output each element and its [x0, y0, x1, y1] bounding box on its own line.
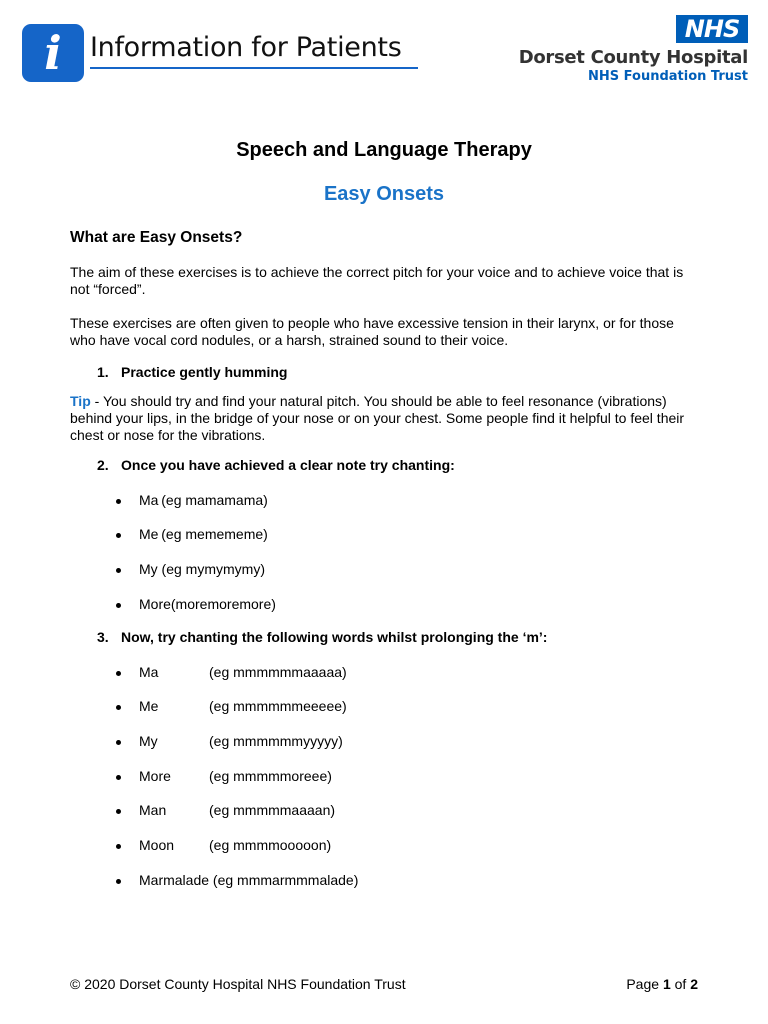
organisation-name: Dorset County Hospital — [518, 47, 748, 68]
bullet-icon — [116, 809, 121, 814]
list-item: Me (eg mmmmmmeeeee) — [70, 698, 700, 715]
chant-list — [70, 492, 700, 613]
step-2-number: 2. — [97, 457, 109, 473]
list-item: Ma (eg mamamama) — [70, 492, 700, 509]
page-number: Page 1 of 2 — [626, 976, 698, 992]
list-item: My (eg mymymymy) — [70, 561, 700, 578]
information-for-patients-title: Information for Patients — [90, 32, 402, 63]
list-item: More(moremoremore) — [70, 596, 700, 613]
bullet-icon — [116, 671, 121, 676]
bullet-icon — [116, 844, 121, 849]
bullet-icon — [116, 499, 121, 504]
section-heading: What are Easy Onsets? — [70, 229, 243, 246]
footer-copyright: © 2020 Dorset County Hospital NHS Foundation Trust — [70, 976, 406, 992]
list-item: Moon (eg mmmmooooon) — [70, 837, 700, 854]
step-3 — [97, 629, 700, 646]
bullet-icon — [116, 568, 121, 573]
word-list — [70, 664, 700, 889]
step-1-text: Practice gently humming — [121, 364, 288, 380]
nhs-logo: NHS — [676, 15, 748, 43]
list-item: Marmalade (eg mmmarmmmalade) — [70, 872, 700, 889]
information-icon: i — [22, 24, 84, 82]
bullet-icon — [116, 775, 121, 780]
organisation-subtitle: NHS Foundation Trust — [588, 69, 748, 84]
list-item: My (eg mmmmmmyyyyy) — [70, 733, 700, 750]
step-2 — [97, 457, 700, 474]
intro-paragraph-2: These exercises are often given to people who have excessive tension in their larynx, or for those who have vocal cord nodules, or a harsh, strained sound to their voice. — [70, 315, 674, 348]
document-body — [70, 136, 700, 889]
intro-paragraph-1: The aim of these exercises is to achieve the correct pitch for your voice and to achieve voice that is not “forced”. — [70, 264, 684, 297]
bullet-icon — [116, 705, 121, 710]
list-item: Me (eg memememe) — [70, 526, 700, 543]
tip-label: Tip — [70, 393, 91, 409]
document-subtitle: Easy Onsets — [323, 183, 445, 205]
bullet-icon — [116, 603, 121, 608]
step-1-number: 1. — [97, 364, 109, 380]
bullet-icon — [116, 533, 121, 538]
bullet-icon — [116, 740, 121, 745]
step-1 — [97, 364, 700, 381]
step-2-text: Once you have achieved a clear note try chanting: — [121, 457, 455, 473]
bullet-icon — [116, 879, 121, 884]
step-3-text: Now, try chanting the following words whilst prolonging the ‘m’: — [121, 629, 548, 645]
tip-text: - You should try and find your natural pitch. You should be able to feel resonance (vibrations) behind your lips, in the bridge of your nose or on your chest. Some people find it helpful to feel their chest or nose for the vibrations. — [70, 393, 685, 443]
tip-paragraph — [70, 393, 700, 444]
title-underline — [90, 67, 418, 69]
list-item: Man (eg mmmmmaaaan) — [70, 802, 700, 819]
document-title: Speech and Language Therapy — [236, 139, 532, 161]
page-header — [0, 0, 768, 100]
step-3-number: 3. — [97, 629, 109, 645]
list-item: More (eg mmmmmoreee) — [70, 768, 700, 785]
list-item: Ma (eg mmmmmmaaaaa) — [70, 664, 700, 681]
